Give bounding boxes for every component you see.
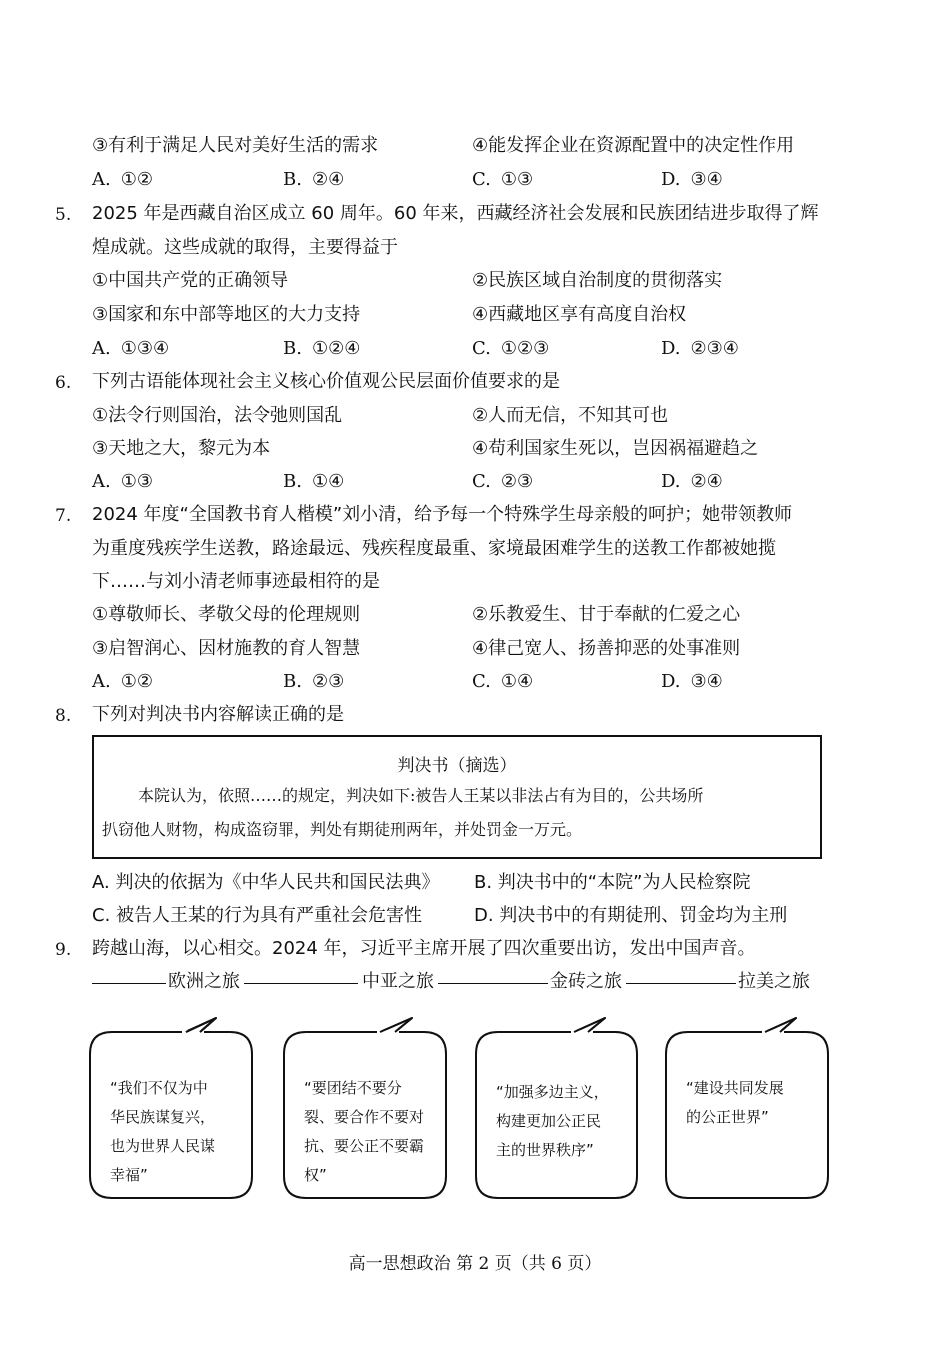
q8-number: 8. [55,706,72,726]
q6-choice-b: B. ①④ [283,471,345,492]
q5-stem-line-2: 煌成就。这些成就的取得，主要得益于 [92,237,398,258]
bubble-text-3: “加强多边主义， 构建更加公正民 主的世界秩序” [496,1083,609,1159]
q7-number: 7. [55,506,72,526]
q7-stem-line-3: 下……与刘小清老师事迹最相符的是 [92,571,380,592]
q9-stem: 跨越山海，以心相交。2024 年，习近平主席开展了四次重要出访，发出中国声音。 [92,938,756,959]
trip-brics: 金砖之旅 [550,971,622,992]
q4-choice-a: A. ①② [92,169,154,190]
q9-number: 9. [55,940,72,960]
q4-choice-b: B. ②④ [283,169,345,190]
q6-choice-c: C. ②③ [472,471,534,492]
q6-option-3: ③天地之大，黎元为本 [92,438,271,459]
q4-option-4: ④能发挥企业在资源配置中的决定性作用 [472,135,795,156]
trip-central-asia: 中亚之旅 [362,971,434,992]
q6-choice-d: D. ②④ [661,471,723,492]
q5-choice-d: D. ②③④ [661,338,739,359]
q5-stem-line-1: 2025 年是西藏自治区成立 60 周年。60 年来，西藏经济社会发展和民族团结进步取得了辉 [92,203,819,224]
q5-option-3: ③国家和东中部等地区的大力支持 [92,304,361,325]
q5-choice-a: A. ①③④ [92,338,170,359]
q5-option-1: ①中国共产党的正确领导 [92,270,289,291]
trip-europe: 欧洲之旅 [168,971,240,992]
q8-option-a: A. 判决的依据为《中华人民共和国民法典》 [92,872,440,893]
q6-option-1: ①法令行则国治，法令弛则国乱 [92,405,343,426]
q7-choice-b: B. ②③ [283,671,345,692]
q4-option-3: ③有利于满足人民对美好生活的需求 [92,135,379,156]
q7-option-2: ②乐教爱生、甘于奉献的仁爱之心 [472,604,741,625]
q8-option-d: D. 判决书中的有期徒刑、罚金均为主刑 [474,905,788,926]
page-footer: 高一思想政治 第 2 页（共 6 页） [348,1254,602,1274]
q6-option-4: ④苟利国家生死以，岂因祸福避趋之 [472,438,759,459]
q7-option-1: ①尊敬师长、孝敬父母的伦理规则 [92,604,361,625]
q8-option-b: B. 判决书中的“本院”为人民检察院 [474,872,751,893]
q5-choice-c: C. ①②③ [472,338,550,359]
q7-choice-a: A. ①② [92,671,154,692]
q4-choice-c: C. ①③ [472,169,534,190]
q7-option-3: ③启智润心、因材施教的育人智慧 [92,638,361,659]
q7-choice-d: D. ③④ [661,671,723,692]
bubble-text-2: “要团结不要分 裂、要合作不要对 抗、要公正不要霸 权” [304,1079,425,1184]
verdict-line-2: 扒窃他人财物，构成盗窃罪，判处有期徒刑两年，并处罚金一万元。 [102,820,583,839]
q6-option-2: ②人而无信，不知其可也 [472,405,669,426]
q5-option-2: ②民族区域自治制度的贯彻落实 [472,270,723,291]
q5-number: 5. [55,205,72,225]
q6-stem: 下列古语能体现社会主义核心价值观公民层面价值要求的是 [92,371,560,392]
q4-choice-d: D. ③④ [661,169,723,190]
q6-number: 6. [55,373,72,393]
verdict-line-1: 本院认为，依照……的规定，判决如下:被告人王某以非法占有为目的，公共场所 [138,786,704,805]
q8-stem: 下列对判决书内容解读正确的是 [92,704,344,725]
q5-option-4: ④西藏地区享有高度自治权 [472,304,687,325]
q6-choice-a: A. ①③ [92,471,154,492]
q7-choice-c: C. ①④ [472,671,534,692]
q7-stem-line-1: 2024 年度“全国教书育人楷模”刘小清，给予每一个特殊学生母亲般的呵护；她带领教师 [92,504,793,525]
q7-stem-line-2: 为重度残疾学生送教，路途最远、残疾程度最重、家境最困难学生的送教工作都被她揽 [92,538,776,559]
q5-choice-b: B. ①②④ [283,338,361,359]
bubble-text-4: “建设共同发展 的公正世界” [686,1079,784,1126]
verdict-title: 判决书（摘选） [397,756,517,776]
q8-option-c: C. 被告人王某的行为具有严重社会危害性 [92,905,423,926]
bubble-text-1: “我们不仅为中 华民族谋复兴， 也为世界人民谋 幸福” [110,1079,216,1184]
trip-latin-america: 拉美之旅 [738,971,810,992]
q7-option-4: ④律己宽人、扬善抑恶的处事准则 [472,638,741,659]
